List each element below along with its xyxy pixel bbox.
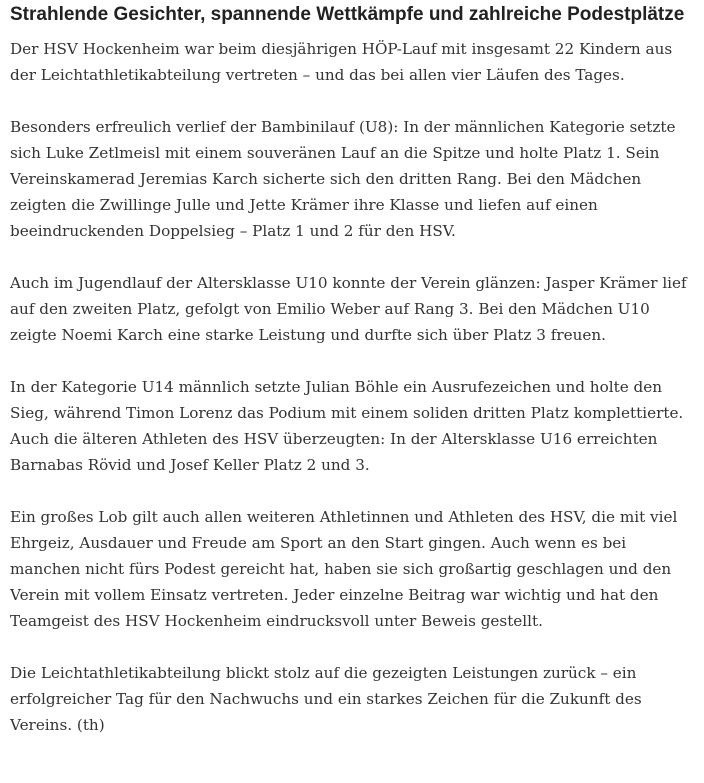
article-paragraph-closing: Die Leichtathletikabteilung blickt stolz auf die gezeigten Leistungen zurück – ein erfolgreicher Tag für den Nachwuchs und ein starkes Zeichen für die Zukunft des Vereins. (th)	[10, 664, 642, 734]
article-paragraph-u10: Auch im Jugendlauf der Altersklasse U10 konnte der Verein glänzen: Jasper Krämer lief auf den zweiten Platz, gefolgt von Emilio Weber auf Rang 3. Bei den Mädchen U10 zeigte Noemi Karch eine starke Leistung und durfte sich über Platz 3 freuen.	[10, 274, 687, 344]
article-paragraph-u14-u16: In der Kategorie U14 männlich setzte Julian Böhle ein Ausrufezeichen und holte den Sieg, während Timon Lorenz das Podium mit einem soliden dritten Platz komplettierte. Auch die älteren Athleten des HSV überzeugten: In der Altersklasse U16 erreichten Barnabas Rövid und Josef Keller Platz 2 und 3.	[10, 378, 684, 474]
article-paragraph-praise: Ein großes Lob gilt auch allen weiteren Athletinnen und Athleten des HSV, die mit viel Ehrgeiz, Ausdauer und Freude am Sport an den Start gingen. Auch wenn es bei manchen nicht fürs Podest gereicht hat, haben sie sich großartig geschlagen und den Verein mit vollem Einsatz vertreten. Jeder einzelne Beitrag war wichtig und hat den Teamgeist des HSV Hockenheim eindrucksvoll unter Beweis gestellt.	[10, 508, 678, 630]
article-body	[10, 36, 700, 738]
article-paragraph-intro: Der HSV Hockenheim war beim diesjährigen HÖP-Lauf mit insgesamt 22 Kindern aus der Leichtathletikabteilung vertreten – und das bei allen vier Läufen des Tages.	[10, 40, 673, 84]
article	[10, 0, 700, 738]
article-headline: Strahlende Gesichter, spannende Wettkämpfe und zahlreiche Podestplätze	[10, 4, 685, 25]
article-paragraph-bambinilauf: Besonders erfreulich verlief der Bambinilauf (U8): In der männlichen Kategorie setzte sich Luke Zetlmeisl mit einem souveränen Lauf an die Spitze und holte Platz 1. Sein Vereinskamerad Jeremias Karch sicherte sich den dritten Rang. Bei den Mädchen zeigten die Zwillinge Julle und Jette Krämer ihre Klasse und liefen auf einen beeindruckenden Doppelsieg – Platz 1 und 2 für den HSV.	[10, 118, 676, 240]
